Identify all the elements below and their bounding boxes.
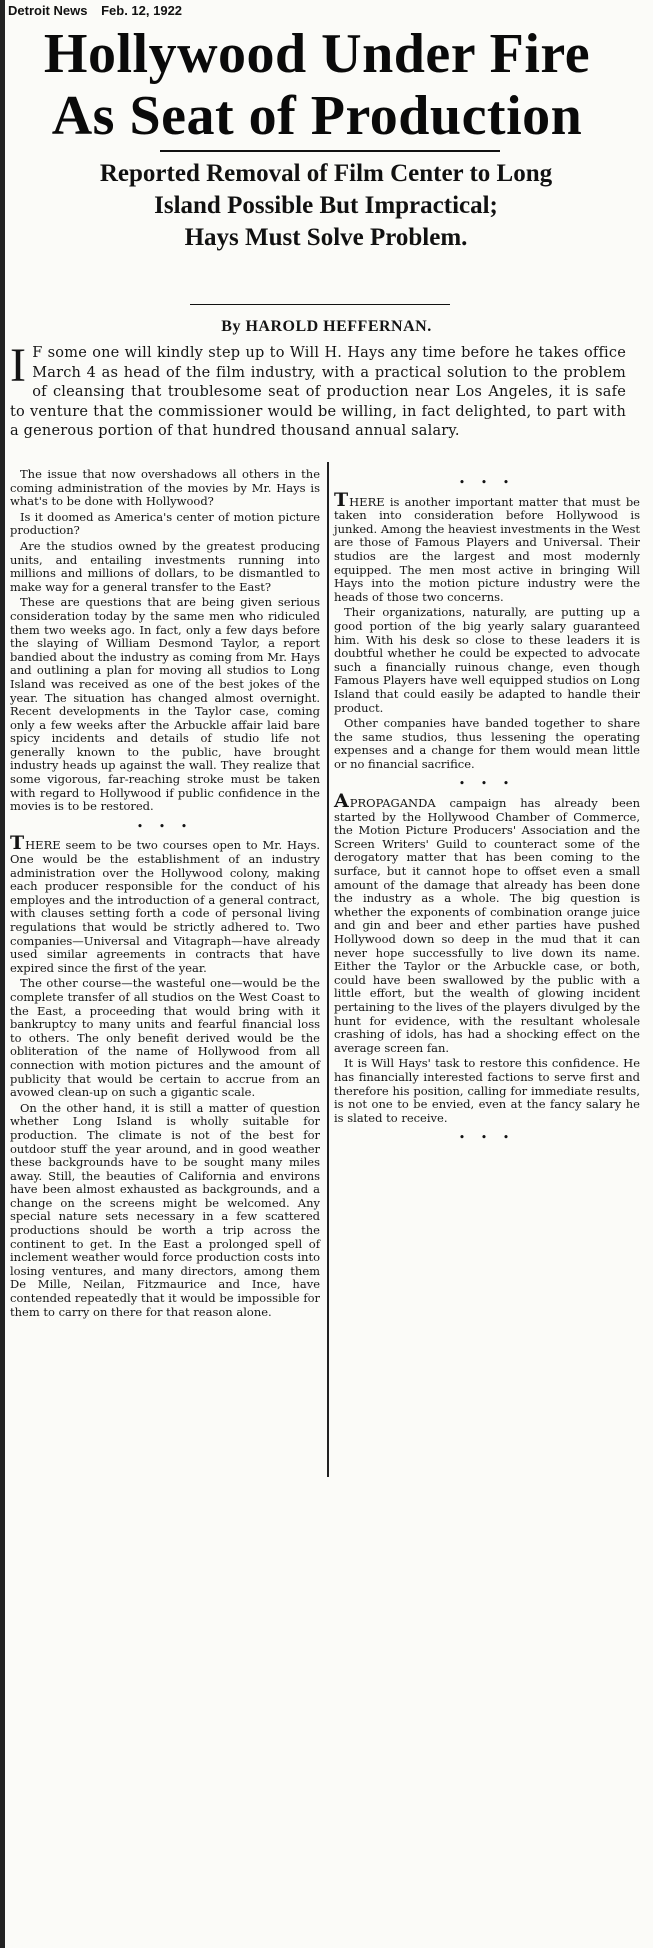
column-divider	[327, 462, 329, 1477]
headline-line-2: As Seat of Production	[51, 85, 583, 147]
lead-text: F some one will kindly step up to Will H. Hays any time before he takes office March 4 as head of the film industry, with a practical solution to the problem of cleansing that troublesome seat of production near Los Angeles, it is safe to venture that the commissioner would be willing, in fact delighted, to part with a generous portion of that hundred thousand annual salary.	[10, 345, 626, 439]
right-paragraph-4	[334, 790, 640, 1055]
headline-rule	[160, 150, 500, 152]
paragraph-initial: T	[334, 488, 349, 511]
section-break-dots: • • •	[458, 1131, 516, 1145]
section-break-dots: • • •	[458, 777, 516, 791]
publication-date: Feb. 12, 1922	[101, 3, 183, 18]
right-column	[334, 470, 640, 1149]
headline-line-1: Hollywood Under Fire	[43, 23, 591, 85]
left-paragraph-1: The issue that now overshadows all others in the coming administration of the movies by Mr. Hays is what's to be done with Hollywood?	[10, 467, 320, 509]
section-break-dots: • • •	[136, 819, 194, 833]
right-paragraph-4-text: PROPAGANDA campaign has already been started by the Hollywood Chamber of Commerce, the Motion Picture Producers' Association and the Screen Writers' Guild to counteract some of the derogatory matter that has been coming to the surface, but it cannot hope to offset even a small amount of the damage that already has been done the industry as a whole. The big question is whether the exponents of combination orange juice and gin and beer and ether parties have pushed Hollywood down so deep in the mud that it can never hope successfully to live down its name. Either the Taylor or the Arbuckle case, or both, could have been swallowed by the public with a little effort, but the wealth of glowing incident pertaining to the lives of the players divulged by the hunt for evidence, with the resultant wholesale crashing of idols, has had a shocking effect on the average screen fan.	[334, 796, 640, 1055]
left-paragraph-5-text: HERE seem to be two courses open to Mr. Hays. One would be the establishment of an industry administration over the Hollywood colony, making each producer responsible for the conduct of his employes and the introduction of a general contract, with clauses setting forth a code of personal living regulations that would be strictly adhered to. Two companies—Universal and Vitagraph—have already used similar agreements in contracts that have expired since the first of the year.	[10, 838, 320, 975]
byline: By HAROLD HEFFERNAN.	[221, 318, 432, 335]
deck-line-3: Hays Must Solve Problem.	[184, 224, 468, 251]
newspaper-name: Detroit News	[8, 3, 88, 18]
left-paragraph-6: The other course—the wasteful one—would be the complete transfer of all studios on the West Coast to the East, a proceeding that would bring with it bankruptcy to many units and fearful financial loss to others. The only benefit derived would be the obliteration of the name of Hollywood from all connection with motion pictures and the amount of publicity that would be certain to accrue from an avowed clean-up on such a gigantic scale.	[10, 976, 320, 1100]
byline-rule	[190, 304, 450, 305]
right-paragraph-3: Other companies have banded together to share the same studios, thus lessening the operating expenses and a change for them would mean little or no financial sacrifice.	[334, 716, 640, 771]
left-paragraph-4: These are questions that are being given serious consideration today by the same men who ridiculed them two weeks ago. In fact, only a few days before the slaying of William Desmond Taylor, a report bandied about the industry as coming from Mr. Hays and outlining a plan for moving all studios to Long Island was received as one of the best jokes of the year. The situation has changed almost overnight. Recent developments in the Taylor case, coming only a few weeks after the Arbuckle affair laid bare spicy incidents and details of studio life not generally known to the public, have brought industry heads up against the wall. They realize that some vigorous, far-reaching stroke must be taken with regard to Hollywood if public confidence in the movies is to be restored.	[10, 595, 320, 814]
lead-drop-cap: I	[10, 339, 27, 392]
section-break-dots: • • •	[458, 476, 516, 489]
paragraph-initial: A	[334, 790, 349, 813]
left-paragraph-3: Are the studios owned by the greatest producing units, and entailing investments running into millions and millions of dollars, to be dismantled to make way for a general transfer to the East?	[10, 538, 320, 594]
right-paragraph-1	[334, 488, 640, 605]
left-paragraph-5	[10, 832, 320, 975]
right-paragraph-5: It is Will Hays' task to restore this confidence. He has financially interested factions to serve first and therefore his position, calling for immediate results, is not one to be envied, even at the fancy salary he is slated to receive.	[334, 1056, 640, 1125]
right-paragraph-1-text: HERE is another important matter that must be taken into consideration before Hollywood is junked. Among the heaviest investments in the West are those of Famous Players and Universal. Their studios are the largest and most modernly equipped. The men most active in bringing Will Hays into the motion picture industry were the heads of those two concerns.	[334, 494, 640, 604]
left-paragraph-2: Is it doomed as America's center of motion picture production?	[10, 509, 320, 538]
left-column	[10, 468, 320, 1321]
left-paragraph-7: On the other hand, it is still a matter of question whether Long Island is wholly suitable for production. The climate is not of the best for outdoor stuff the year around, and in good weather these backgrounds have to be sought many miles away. Still, the beauties of California and environs have been almost exhausted as backgrounds, and a change on the screens might be welcomed. Any special nature sets necessary in a few scattered productions should be worth a trip across the continent to get. In the East a prolonged spell of inclement weather would force production costs into losing ventures, and many directors, among them De Mille, Neilan, Fitzmaurice and Ince, have contended repeatedly that it would be impossible for them to carry on there for that reason alone.	[10, 1100, 320, 1319]
deck-line-1: Reported Removal of Film Center to Long	[99, 160, 553, 187]
scan-edge	[0, 0, 5, 1948]
right-paragraph-2: Their organizations, naturally, are putting up a good portion of the big yearly salary guaranteed him. With his desk so close to these leaders it is doubtful whether he could be expected to advocate such a financially ruinous change, even though Famous Players have well equipped studios on Long Island that could easily be adapted to handle their product.	[334, 605, 640, 715]
deck-line-2: Island Possible But Impractical;	[154, 192, 498, 219]
source-line	[8, 3, 192, 18]
lead-paragraph	[10, 339, 626, 442]
paragraph-initial: T	[10, 832, 25, 855]
